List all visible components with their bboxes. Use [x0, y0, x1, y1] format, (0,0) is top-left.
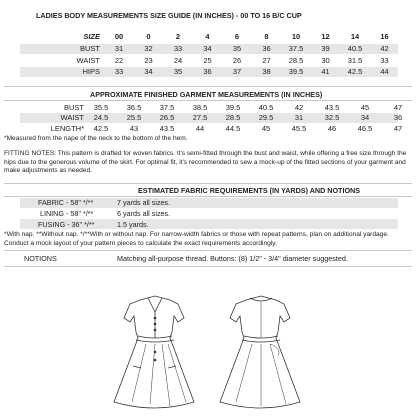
table-cell: 26.5	[159, 113, 175, 122]
table-cell: 42.5	[347, 67, 363, 76]
length-note: *Measured from the nape of the neck to the bottom of the hem.	[4, 135, 188, 142]
row-label: HIPS	[82, 67, 100, 76]
table-cell: 34	[144, 67, 153, 76]
table-cell: 22	[114, 56, 124, 65]
divider	[4, 100, 412, 101]
size-header-cell: 8	[264, 32, 269, 41]
table-cell: 28.5	[288, 56, 304, 65]
table-cell: 34	[360, 113, 370, 122]
table-cell: 31	[114, 44, 124, 53]
table-cell: 27.5	[192, 113, 208, 122]
size-header-cell: 14	[350, 32, 360, 41]
body-row-waist	[20, 56, 398, 66]
garment-row-waist	[20, 113, 403, 123]
size-header-cell: 00	[114, 32, 124, 41]
table-cell: 29.5	[258, 113, 274, 122]
table-cell: 43	[129, 124, 139, 133]
table-cell: 24	[173, 56, 183, 65]
table-cell: 46.5	[357, 124, 373, 133]
table-cell: 44	[380, 67, 389, 76]
table-cell: 45	[360, 103, 370, 112]
table-cell: 23	[144, 56, 153, 65]
size-header-cell: 0	[146, 32, 151, 41]
table-cell: 47	[393, 103, 403, 112]
table-cell: 43.5	[159, 124, 175, 133]
notions-value: Matching all-purpose thread. Buttons: (8) 1/2" - 3/4" diameter suggested.	[117, 254, 348, 263]
table-cell: 28.5	[225, 113, 241, 122]
divider	[4, 250, 412, 251]
size-header-row	[20, 32, 398, 42]
body-row-hips	[20, 67, 398, 77]
divider	[4, 183, 412, 184]
dress-back-illustration	[206, 292, 316, 414]
lining-value: 6 yards all sizes.	[117, 209, 171, 218]
table-cell: 25	[203, 56, 212, 65]
table-cell: 27	[262, 56, 271, 65]
table-cell: 33	[173, 44, 183, 53]
table-cell: 31	[294, 113, 304, 122]
size-header-cell: 2	[175, 32, 181, 41]
garment-row-bust	[20, 103, 403, 113]
table-cell: 36	[203, 67, 212, 76]
table-cell: 45.5	[291, 124, 307, 133]
garment-row-length	[20, 124, 403, 134]
divider	[4, 196, 412, 197]
fabric-value: 7 yards all sizes.	[117, 198, 171, 207]
body-row-bust	[20, 44, 398, 54]
table-cell: 39.5	[225, 103, 241, 112]
divider	[4, 266, 412, 267]
size-header-cell: 10	[291, 32, 301, 41]
garment-table-title: APPROXIMATE FINISHED GARMENT MEASUREMENTS (IN INCHES)	[90, 90, 323, 99]
fusing-label: FUSING - 36" */**	[38, 220, 95, 229]
table-cell: 30	[321, 56, 330, 65]
divider	[4, 86, 412, 87]
table-cell: 37	[232, 67, 242, 76]
table-cell: 41	[321, 67, 330, 76]
fabric-title: ESTIMATED FABRIC REQUIREMENTS (IN YARDS) AND NOTIONS	[138, 186, 361, 195]
size-header-cell: 16	[380, 32, 389, 41]
table-cell: 42	[294, 103, 304, 112]
row-label: WAIST	[76, 56, 100, 65]
row-label: BUST	[63, 103, 84, 112]
table-cell: 42.5	[93, 124, 109, 133]
table-cell: 36.5	[126, 103, 142, 112]
row-label: LENGTH*	[50, 124, 84, 133]
table-cell: 26	[232, 56, 242, 65]
table-cell: 36	[393, 113, 403, 122]
table-cell: 44.5	[225, 124, 241, 133]
table-cell: 32	[144, 44, 153, 53]
table-cell: 37.5	[159, 103, 175, 112]
row-label: BUST	[79, 44, 100, 53]
table-cell: 25.5	[126, 113, 142, 122]
fusing-value: 1.5 yards.	[117, 220, 149, 229]
table-cell: 33	[114, 67, 124, 76]
table-cell: 39.5	[288, 67, 304, 76]
table-cell: 39	[321, 44, 330, 53]
table-cell: 46	[327, 124, 337, 133]
table-cell: 43.5	[324, 103, 340, 112]
body-table-title: LADIES BODY MEASUREMENTS SIZE GUIDE (IN INCHES) - 00 TO 16 B/C CUP	[36, 11, 302, 20]
table-cell: 38.5	[192, 103, 208, 112]
table-cell: 35	[173, 67, 183, 76]
table-cell: 24.5	[93, 113, 109, 122]
table-cell: 31.5	[347, 56, 363, 65]
table-cell: 42	[380, 44, 389, 53]
size-header-cell: 6	[234, 32, 240, 41]
table-cell: 35.5	[93, 103, 109, 112]
table-cell: 34	[203, 44, 212, 53]
table-cell: 40.5	[347, 44, 363, 53]
row-label: WAIST	[60, 113, 84, 122]
size-header-cell: 12	[321, 32, 330, 41]
table-cell: 45	[261, 124, 271, 133]
notions-label: NOTIONS	[24, 254, 57, 263]
table-cell: 47	[393, 124, 403, 133]
table-cell: 32.5	[324, 113, 340, 122]
size-header-cell: 4	[205, 32, 210, 41]
lining-label: LINING - 58" */**	[40, 209, 94, 218]
dress-front-illustration	[100, 292, 210, 414]
table-cell: 33	[380, 56, 389, 65]
fabric-label: FABRIC - 58" */**	[38, 198, 94, 207]
size-label: SIZE	[83, 32, 100, 41]
table-cell: 38	[262, 67, 271, 76]
table-cell: 35	[232, 44, 242, 53]
nap-note: *With nap. **Without nap. */**With or without nap. For narrow-width fabrics or those with repeat patterns, plan on additional yardage. Conduct a mock layout of your pattern pieces to calculate the exact requirements accordingly.	[4, 231, 389, 247]
fitting-notes: FITTING NOTES: This pattern is drafted for woven fabrics. It's semi-fitted through the bust and waist, while offering a free size through the hips due to the generous volume of the skirt. For optimal fit, it's recommended to sew a mock-up of the fitted sections of your garment and make adjustments as needed.	[4, 150, 407, 175]
table-cell: 37.5	[288, 44, 304, 53]
table-cell: 44	[195, 124, 205, 133]
table-cell: 40.5	[258, 103, 274, 112]
table-cell: 36	[262, 44, 271, 53]
